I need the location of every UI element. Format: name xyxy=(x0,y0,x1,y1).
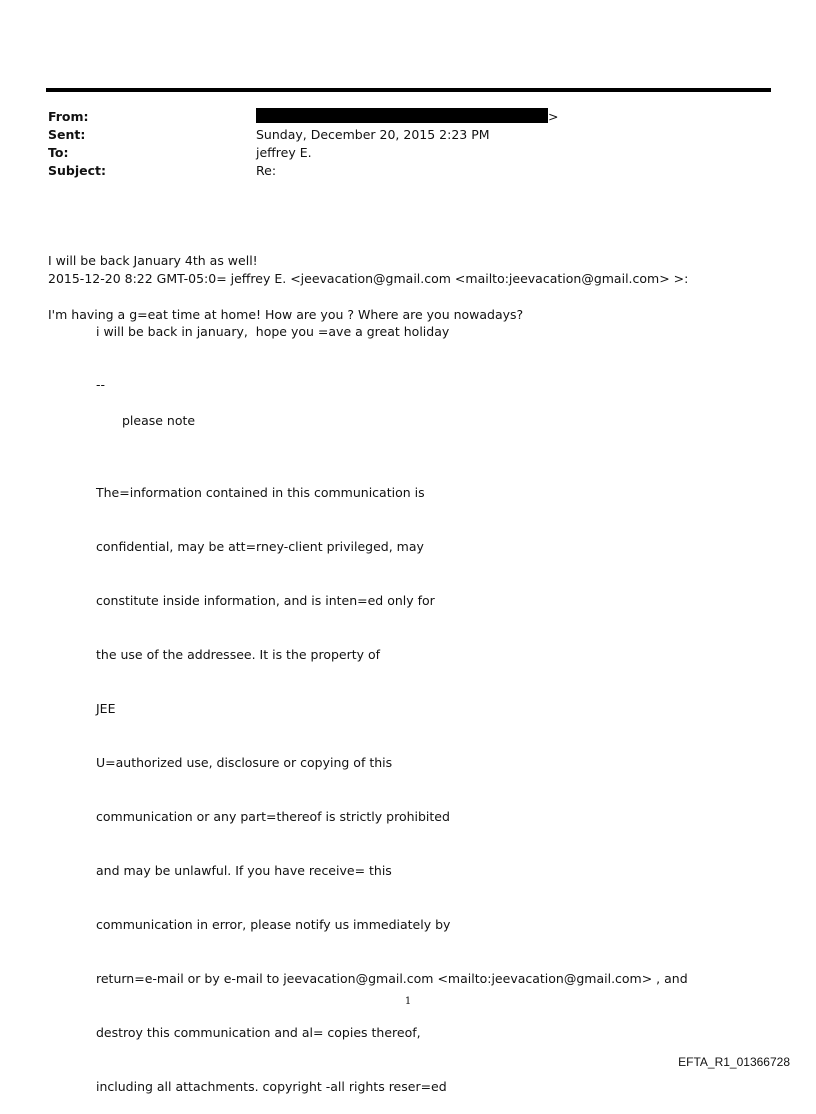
subject-value: Re: xyxy=(256,163,277,178)
subject-row xyxy=(48,162,748,180)
disclaimer-line: the use of the addressee. It is the property of xyxy=(96,647,381,662)
from-value-suffix: > xyxy=(548,109,559,124)
disclaimer-line: confidential, may be att=rney-client privileged, may xyxy=(96,539,424,554)
to-value: jeffrey E. xyxy=(256,145,312,160)
disclaimer-line: communication or any part=thereof is strictly prohibited xyxy=(96,809,450,824)
quoted-reply: i will be back in january, hope you =ave a great holiday xyxy=(96,324,450,339)
disclaimer-line: return=e-mail or by e-mail to jeevacation@gmail.com <mailto:jeevacation@gmail.com> , and xyxy=(96,971,688,986)
intro-line: I'm having a g=eat time at home! How are you ? Where are you nowadays? xyxy=(48,307,524,322)
to-row xyxy=(48,144,748,162)
from-row xyxy=(48,108,748,126)
disclaimer-line: The=information contained in this communication is xyxy=(96,485,425,500)
signature-separator: -- xyxy=(96,377,106,392)
redaction-block xyxy=(256,108,548,123)
to-label: To: xyxy=(48,145,69,160)
intro-line: I will be back January 4th as well! xyxy=(48,253,258,268)
subject-label: Subject: xyxy=(48,163,106,178)
disclaimer-line: constitute inside information, and is inten=ed only for xyxy=(96,593,435,608)
from-value xyxy=(256,108,558,126)
disclaimer-line: and may be unlawful. If you have receive= this xyxy=(96,863,392,878)
disclaimer-line: U=authorized use, disclosure or copying of this xyxy=(96,755,393,770)
from-label: From: xyxy=(48,109,89,124)
sent-value: Sunday, December 20, 2015 2:23 PM xyxy=(256,127,490,142)
document-id: EFTA_R1_01366728 xyxy=(678,1055,790,1069)
header-divider xyxy=(46,88,771,92)
page-number: 1 xyxy=(404,996,412,1007)
disclaimer-line: including all attachments. copyright -all rights reser=ed xyxy=(96,1079,447,1094)
quoted-message-header: 2015-12-20 8:22 GMT-05:0= jeffrey E. <jeevacation@gmail.com <mailto:jeevacation@gmail.com> >: xyxy=(48,271,689,286)
disclaimer xyxy=(96,448,688,1114)
sent-label: Sent: xyxy=(48,127,86,142)
email-header xyxy=(48,108,748,180)
disclaimer-line: communication in error, please notify us immediately by xyxy=(96,917,451,932)
sent-row xyxy=(48,126,748,144)
disclaimer-line: destroy this communication and al= copies thereof, xyxy=(96,1025,421,1040)
disclaimer-line: JEE xyxy=(96,701,116,716)
please-note: please note xyxy=(122,413,196,428)
